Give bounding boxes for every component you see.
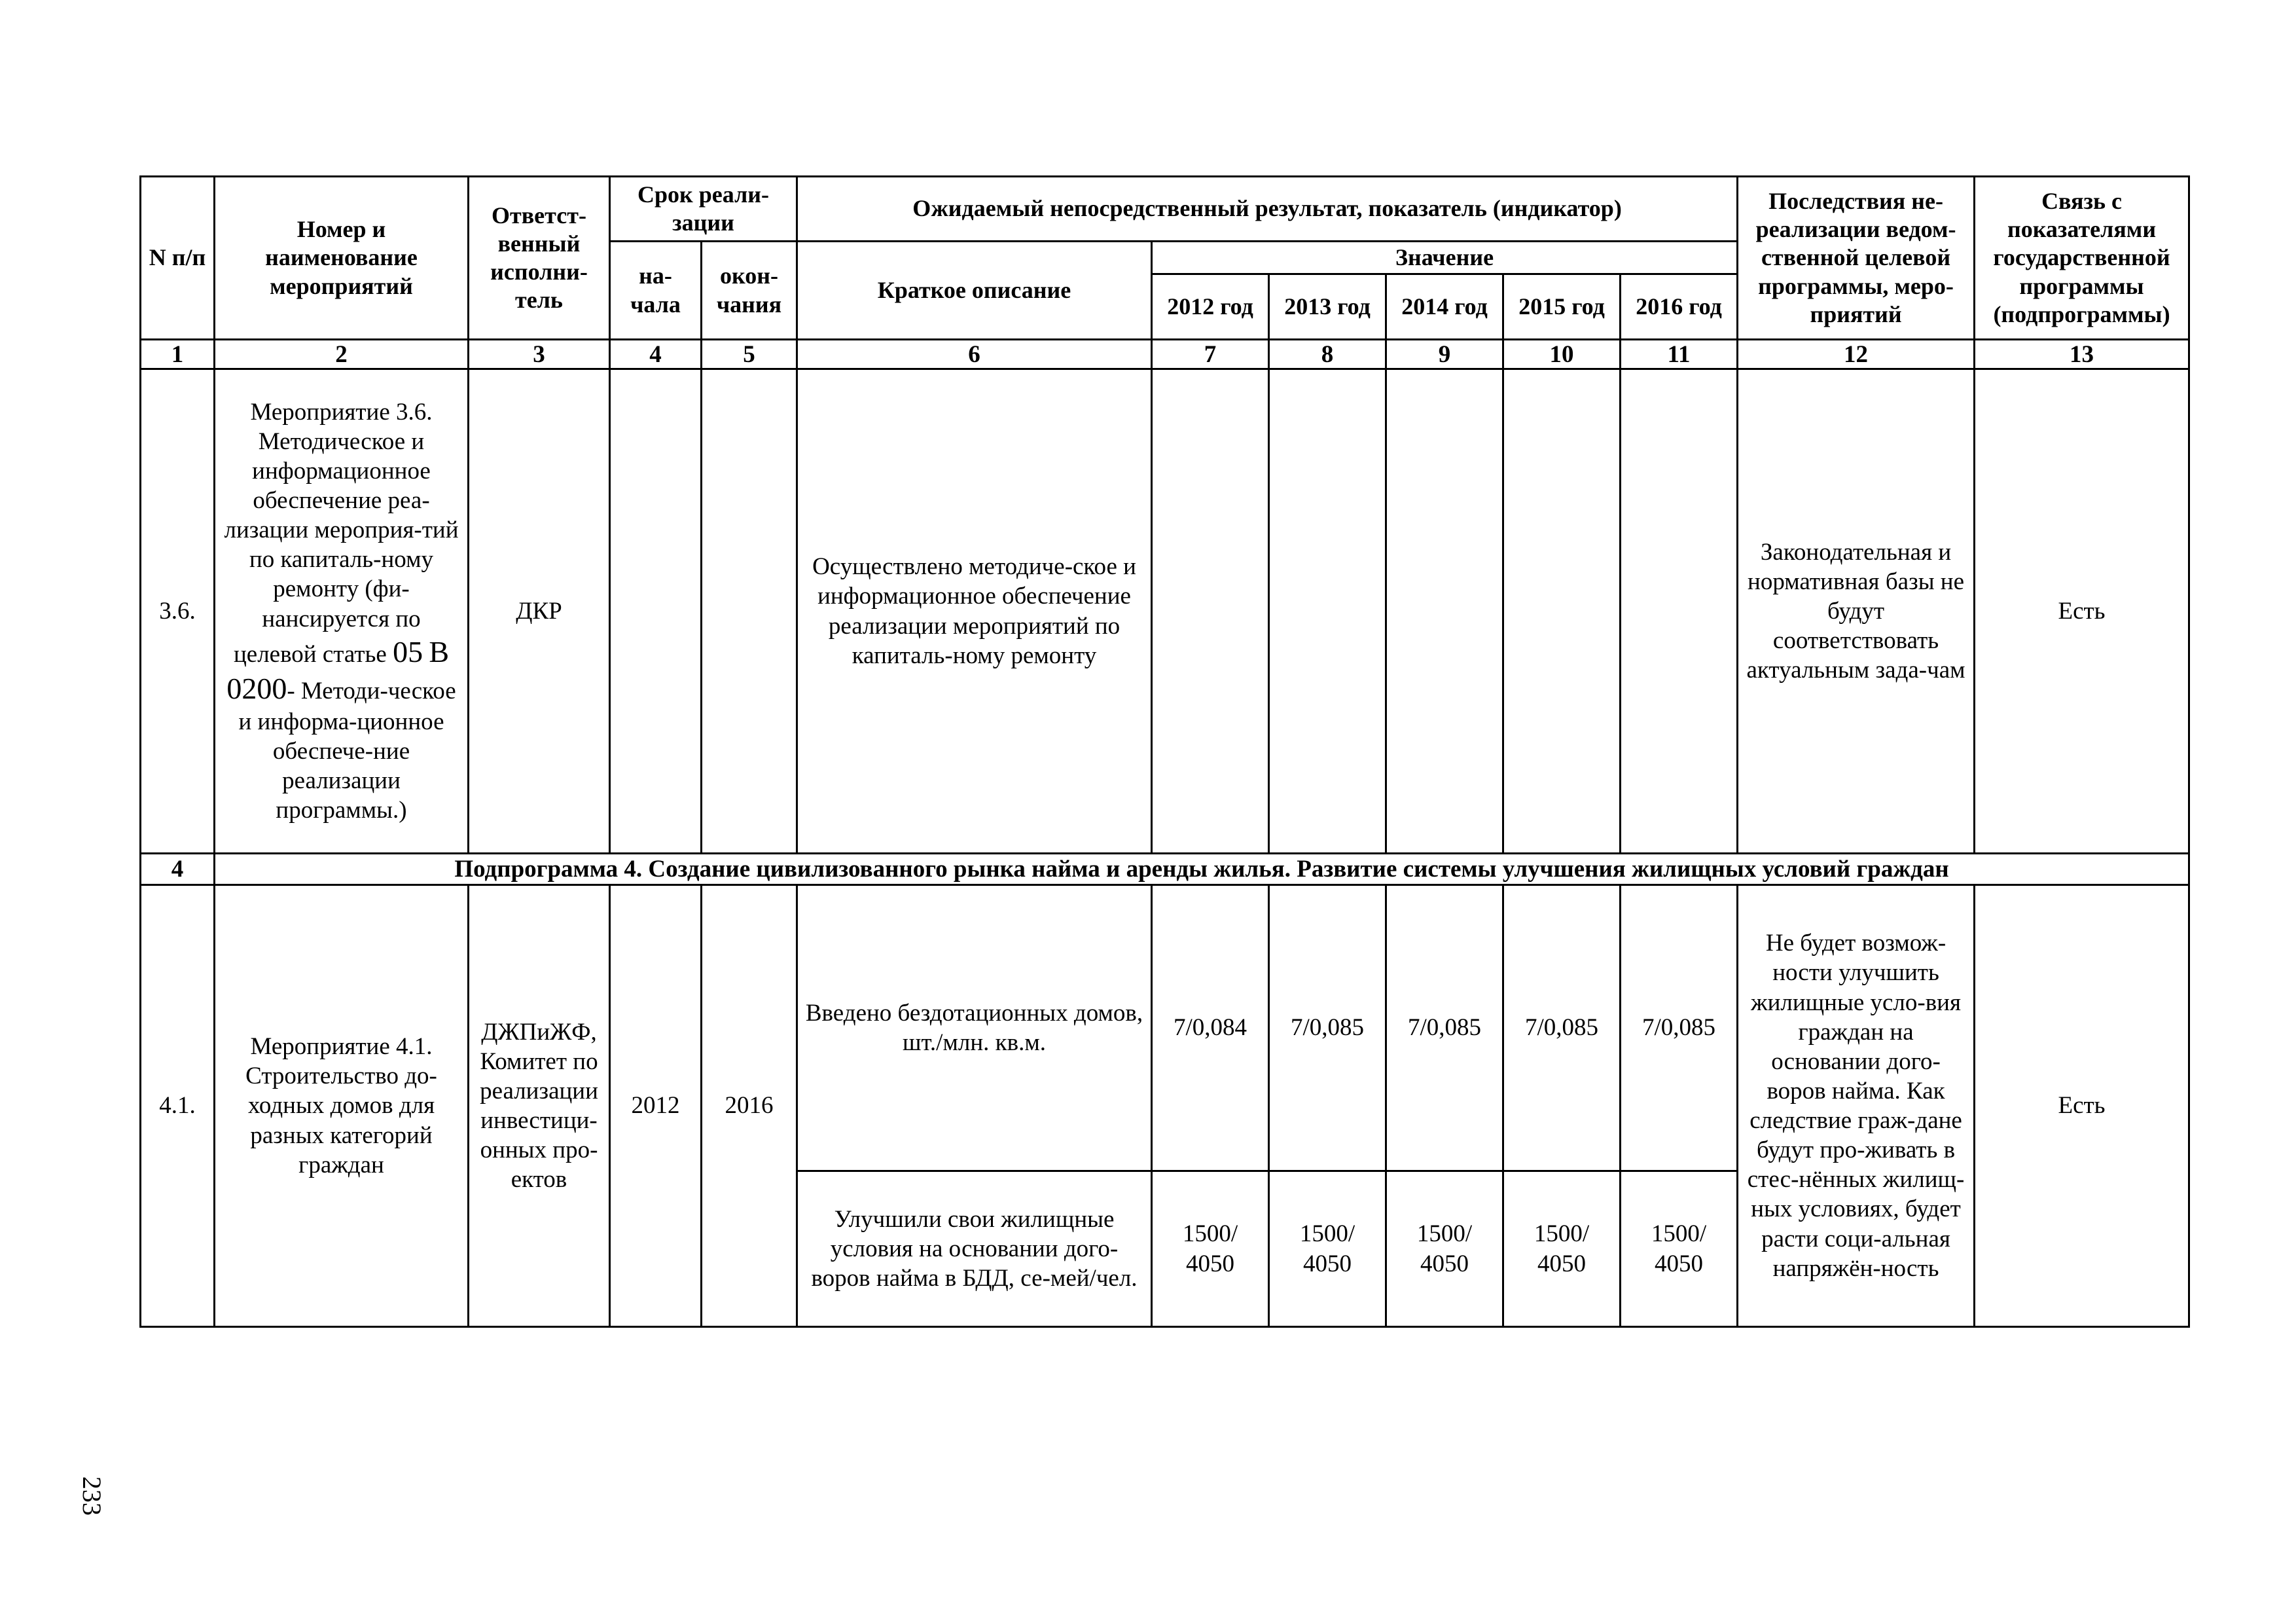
page-number: 233 (77, 1476, 107, 1516)
header-term: Срок реали-зации (610, 177, 797, 242)
column-number: 6 (797, 340, 1152, 369)
column-number: 8 (1269, 340, 1386, 369)
result-description: Улучшили свои жилищные условия на основании дого-воров найма в БДД, се-мей/чел. (797, 1171, 1152, 1327)
row-number: 3.6. (141, 369, 215, 854)
value-2012: 7/0,084 (1152, 885, 1269, 1171)
subprogram-title: Подпрограмма 4. Создание цивилизованного рынка найма и аренды жилья. Развитие системы улучшения жилищных условий граждан (215, 854, 2189, 885)
column-number: 10 (1503, 340, 1621, 369)
budget-code-part1: 05 (393, 634, 423, 668)
activity-name-text-end: - Методи-ческое и информа-ционное обеспече-ние реализации программы.) (238, 677, 456, 824)
header-description: Краткое описание (797, 242, 1152, 340)
column-number: 4 (610, 340, 702, 369)
end-year: 2016 (702, 885, 797, 1327)
header-activity-name: Номер и наименование мероприятий (215, 177, 469, 340)
header-end: окон-чания (702, 242, 797, 340)
header-year: 2012 год (1152, 274, 1269, 340)
header-start: на-чала (610, 242, 702, 340)
responsible: ДЖПиЖФ, Комитет по реализации инвестици-онных про-ектов (469, 885, 610, 1327)
result-description: Введено бездотационных домов, шт./млн. кв.м. (797, 885, 1152, 1171)
value-2015: 7/0,085 (1503, 885, 1621, 1171)
activity-name (215, 369, 469, 854)
header-consequences: Последствия не-реализации ведом-ственной целевой программы, меро-приятий (1738, 177, 1975, 340)
value-2012: 1500/ 4050 (1152, 1171, 1269, 1327)
program-link: Есть (1975, 885, 2189, 1327)
consequences: Не будет возмож-ности улучшить жилищные усло-вия граждан на основании дого-воров найма. Как следствие граж-дане будут про-живать в стес-нённых жилищ-ных условиях, будет расти соци-альная напряжён-ность (1738, 885, 1975, 1327)
value-2012 (1152, 369, 1269, 854)
column-number: 1 (141, 340, 215, 369)
row-number: 4.1. (141, 885, 215, 1327)
end-year (702, 369, 797, 854)
column-number: 5 (702, 340, 797, 369)
value-2016 (1621, 369, 1738, 854)
column-number: 12 (1738, 340, 1975, 369)
consequences: Законодательная и нормативная базы не будут соответствовать актуальным зада-чам (1738, 369, 1975, 854)
table-row (141, 885, 2189, 1171)
result-description: Осуществлено методиче-ское и информационное обеспечение реализации мероприятий по капиталь-ному ремонту (797, 369, 1152, 854)
budget-code-part2: В 0200 (226, 634, 450, 705)
activity-name-text: Мероприятие 3.6. Методическое и информационное обеспечение реа-лизации мероприя-тий по капиталь-ному ремонту (фи-нансируется по целевой статье (224, 398, 459, 668)
column-number: 9 (1386, 340, 1503, 369)
value-2013 (1269, 369, 1386, 854)
subprogram-row (141, 854, 2189, 885)
column-number: 13 (1975, 340, 2189, 369)
header-year: 2015 год (1503, 274, 1621, 340)
column-number: 11 (1621, 340, 1738, 369)
header-year: 2016 год (1621, 274, 1738, 340)
table-row (141, 369, 2189, 854)
value-2016: 1500/ 4050 (1621, 1171, 1738, 1327)
subprogram-number: 4 (141, 854, 215, 885)
activity-name: Мероприятие 4.1. Строительство до-ходных домов для разных категорий граждан (215, 885, 469, 1327)
value-2016: 7/0,085 (1621, 885, 1738, 1171)
start-year (610, 369, 702, 854)
header-responsible: Ответст-венный исполни-тель (469, 177, 610, 340)
header-values: Значение (1152, 242, 1738, 274)
header-expected-result: Ожидаемый непосредственный результат, показатель (индикатор) (797, 177, 1738, 242)
value-2014: 7/0,085 (1386, 885, 1503, 1171)
header-year: 2014 год (1386, 274, 1503, 340)
value-2013: 7/0,085 (1269, 885, 1386, 1171)
column-number: 7 (1152, 340, 1269, 369)
header-n: N п/п (141, 177, 215, 340)
program-activities-table (139, 175, 2190, 1328)
program-link: Есть (1975, 369, 2189, 854)
header-link: Связь с показателями государственной программы (подпрограммы) (1975, 177, 2189, 340)
value-2014: 1500/ 4050 (1386, 1171, 1503, 1327)
value-2014 (1386, 369, 1503, 854)
start-year: 2012 (610, 885, 702, 1327)
header-year: 2013 год (1269, 274, 1386, 340)
value-2013: 1500/ 4050 (1269, 1171, 1386, 1327)
value-2015: 1500/ 4050 (1503, 1171, 1621, 1327)
value-2015 (1503, 369, 1621, 854)
column-number: 3 (469, 340, 610, 369)
column-number: 2 (215, 340, 469, 369)
responsible: ДКР (469, 369, 610, 854)
